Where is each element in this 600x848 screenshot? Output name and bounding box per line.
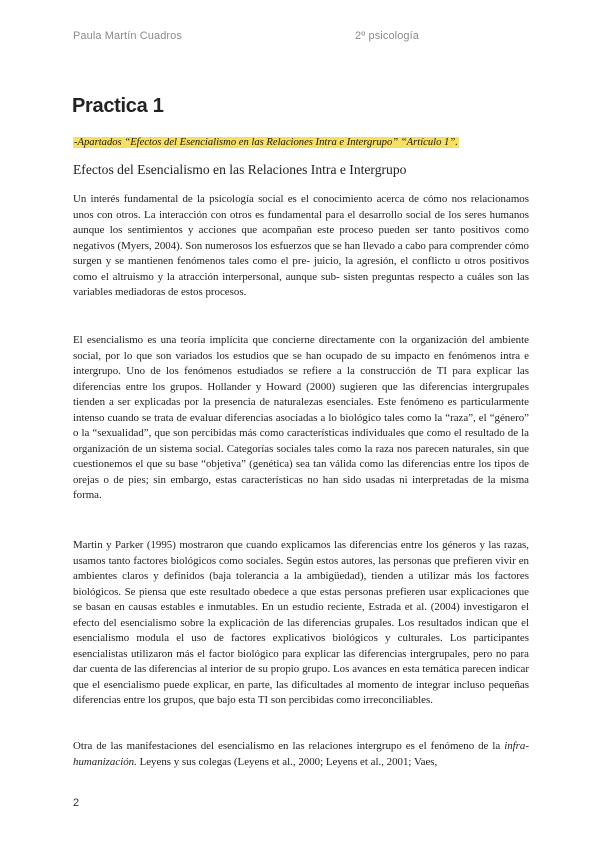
- infrahumanization-term: infra- humanización.: [73, 740, 529, 768]
- page-number: 2: [73, 797, 80, 809]
- page-title: Practica 1: [72, 95, 164, 117]
- section-title: Efectos del Esencialismo en las Relaciones Intra e Intergrupo: [73, 162, 407, 177]
- highlighted-subtitle: [73, 137, 459, 148]
- paragraph-end: Leyens y sus colegas (Leyens et al., 2000; Leyens et al., 2001; Vaes,: [136, 755, 438, 768]
- paragraph-infrahumanization: [73, 739, 529, 770]
- header-course: 2º psicología: [355, 30, 420, 42]
- paragraph-martin-parker: Martin y Parker (1995) mostraron que cuando explicamos las diferencias entre los géneros y las razas, usamos tanto factores biológicos como sociales. Según estos autores, las personas que prefieren vivir en ambientes claros y definidos (baja tolerancia a la ambigüedad), tienden a utilizar más los factores biológicos. Se piensa que este resultado obedece a que estas personas prefieren usar explicaciones que se basan en causas estables e inmutables. En un estudio reciente, Estrada et al. (2004) investigaron el efecto del esencialismo sobre la explicación de las diferencias grupales. Los resultados indican que el esencialismo modula el uso de factores explicativos biológicos y culturales. Los participantes esencialistas utilizaron más el factor biológico para explicar las diferencias intergrupales, pero no para dar cuenta de las diferencias al interior de su propio grupo. Los avances en esta temática parecen indicar que el esencialismo puede explicar, en parte, las dificultades al momento de integrar incluso pequeñas diferencias entre los grupos, que bajo esta TI son percibidas como irreconciliables.: [73, 539, 529, 706]
- header-author: Paula Martín Cuadros: [73, 30, 182, 42]
- paragraph-intro: Un interés fundamental de la psicología social es el conocimiento acerca de cómo nos relacionamos unos con otros. La interacción con otros es fundamental para el desarrollo social de los seres humanos aunque los sentimientos y acciones que acompañan este proceso pueden ser tanto positivos como negativos (Myers, 2004). Son numerosos los esfuerzos que se han llevado a cabo para comprender cómo surgen y se mantienen fenómenos tales como el pre- juicio, la agresión, el conflicto u otros positivos como el altruismo y la atracción interpersonal, aunque sub- sisten preguntas respecto a cuáles son las variables mediadoras de estos procesos.: [73, 193, 529, 298]
- subtitle-text: -Apartados “Efectos del Esencialismo en las Relaciones Intra e Intergrupo” “Artículo 1”.: [74, 137, 458, 148]
- paragraph-essentialism: El esencialismo es una teoría implícita que concierne directamente con la organización del ambiente social, por lo que son variados los estudios que se han ocupado de su impacto en fenómenos intra e intergrupo. Uno de los fenómenos estudiados se refiere a la construcción de TI para explicar las diferencias entre los grupos. Hollander y Howard (2000) sugieren que las diferencias intergrupales tienden a ser explicadas por la presencia de naturalezas esenciales. Este fenómeno es particularmente intenso cuando se trata de evaluar diferencias asociadas a lo biológico tales como la “raza”, el “género” o la “sexualidad”, que son percibidas más como características individuales que como el resultado de la organización de un sistema social. Categorías sociales tales como la raza nos parecen naturales, sin que cuestionemos el que su base “objetiva” (genética) sea tan válida como las diferencias entre los tipos de orejas o de pies; sin embargo, estas características no han sido usadas ni interpretadas de la misma forma.: [73, 334, 529, 501]
- paragraph-start: Otra de las manifestaciones del esencialismo en las relaciones intergrupo es el fenómeno de la: [73, 740, 505, 752]
